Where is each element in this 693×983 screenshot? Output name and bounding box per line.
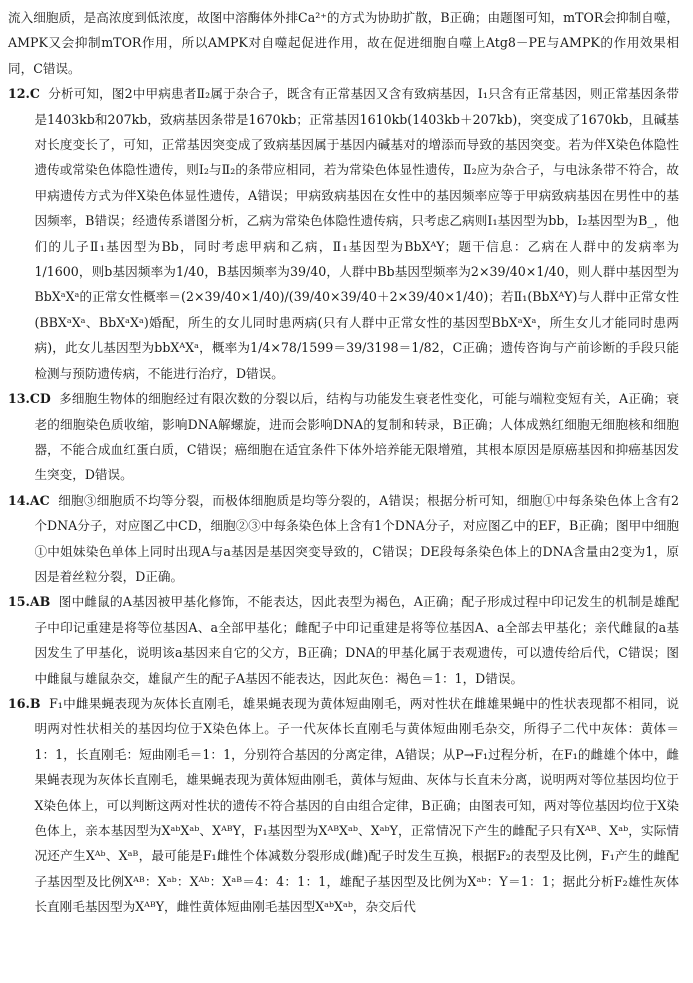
answer-explanation: 图中雌鼠的A基因被甲基化修饰，不能表达，因此表型为褐色，A正确；配子形成过程中印记发生的机制是雄配子中印记重建是将等位基因A、a全部甲基化；雌配子中印记重建是将等位基因A、a全部去甲基化；亲代雌鼠的a基因发生了甲基化，说明该a基因来自它的父方，B正确；DNA的甲基化属于表观遗传，可以遗传给后代，C错误；图中雌鼠与雄鼠杂交，雄鼠产生的配子A基因不能表达，因此灰色：褐色＝1：1，D错误。 xyxy=(34,594,679,686)
answer-number: 16.B xyxy=(8,695,41,711)
paragraph-text: 流入细胞质，是高浓度到低浓度，故图中溶酶体外排Ca²⁺的方式为协助扩散，B正确；由题图可知，mTOR会抑制自噬，AMPK又会抑制mTOR作用，所以AMPK对自噬起促进作用，故在促进细胞自噬上Atg8－PE与AMPK的作用效果相同，C错误。 xyxy=(8,10,679,76)
paragraph-11-continued xyxy=(8,5,679,81)
answer-item-14 xyxy=(8,488,679,590)
answer-number: 12.C xyxy=(8,86,40,102)
answer-item-15 xyxy=(8,589,679,691)
answer-explanation: 多细胞生物体的细胞经过有限次数的分裂以后，结构与功能发生衰老性变化，可能与端粒变短有关，A正确；衰老的细胞染色质收缩，影响DNA解螺旋，进而会影响DNA的复制和转录，B正确；人体成熟红细胞无细胞核和细胞器，不能合成血红蛋白质，C错误；癌细胞在适宜条件下体外培养能无限增殖，其根本原因是原癌基因和抑癌基因发生突变，D错误。 xyxy=(34,391,679,483)
answer-explanation: 分析可知，图2中甲病患者Ⅱ₂属于杂合子，既含有正常基因又含有致病基因，Ⅰ₁只含有正常基因，则正常基因条带是1403kb和207kb，致病基因条带是1670kb；正常基因1610kb(1403kb＋207kb)，突变成了1670kb，且碱基对长度变长了，可知，正常基因突变成了致病基因属于基因内碱基对的增添而导致的基因突变。若为伴X染色体隐性遗传或常染色体隐性遗传，则Ⅰ₂与Ⅱ₂的条带应相同，若为常染色体显性遗传，Ⅱ₂应为杂合子，与电泳条带不符合，故甲病遗传方式为伴X染色体显性遗传，A错误；甲病致病基因在女性中的基因频率应等于甲病致病基因在男性中的基因频率，B错误；经遗传系谱图分析，乙病为常染色体隐性遗传病，只考虑乙病则Ⅰ₁基因型为bb，Ⅰ₂基因型为B_，他们的儿子Ⅱ₁基因型为Bb，同时考虑甲病和乙病，Ⅱ₁基因型为BbXᴬY；题干信息：乙病在人群中的发病率为1/1600，则b基因频率为1/40，B基因频率为39/40，人群中Bb基因型频率为2×39/40×1/40，则人群中基因型为BbXᵃXᵃ的正常女性概率＝(2×39/40×1/40)/(39/40×39/40＋2×39/40×1/40)；若Ⅱ₁(BbXᴬY)与人群中正常女性(BBXᵃXᵃ、BbXᵃXᵃ)婚配，所生的女儿同时患两病(只有人群中正常女性的基因型BbXᵃXᵃ，所生女儿才能同时患两病)，此女儿基因型为bbXᴬXᵃ，概率为1/4×78/1599＝39/3198＝1/82，C正确；遗传咨询与产前诊断的手段只能检测与预防遗传病，不能进行治疗，D错误。 xyxy=(34,86,679,381)
answer-explanation: F₁中雌果蝇表现为灰体长直刚毛，雄果蝇表现为黄体短曲刚毛，两对性状在雌雄果蝇中的性状表现都不相同，说明两对性状相关的基因均位于X染色体上。子一代灰体长直刚毛与黄体短曲刚毛杂交，所得子二代中灰体：黄体＝1：1，长直刚毛：短曲刚毛＝1：1，分别符合基因的分离定律，A错误；从P→F₁过程分析，在F₁的雌雄个体中，雌果蝇表现为灰体长直刚毛，雄果蝇表现为黄体短曲刚毛，黄体与短曲、灰体与长直未分离，说明两对等位基因均位于X染色体上，可以判断这两对性状的遗传不符合基因的自由组合定律，B正确；由图表可知，两对等位基因均位于X染色体上，亲本基因型为XᵃᵇXᵃᵇ、XᴬᴮY，F₁基因型为XᴬᴮXᵃᵇ、XᵃᵇY，正常情况下产生的雌配子只有Xᴬᴮ、Xᵃᵇ，实际情况还产生Xᴬᵇ、Xᵃᴮ，最可能是F₁雌性个体减数分裂形成(雌)配子时发生互换，根据F₂的表型及比例，F₁产生的雌配子基因型及比例Xᴬᴮ：Xᵃᵇ：Xᴬᵇ：Xᵃᴮ＝4：4：1：1，雄配子基因型及比例为Xᵃᵇ：Y＝1：1；据此分析F₂雄性灰体长直刚毛基因型为XᴬᴮY，雌性黄体短曲刚毛基因型XᵃᵇXᵃᵇ，杂交后代 xyxy=(34,695,679,915)
answer-item-16 xyxy=(8,691,679,920)
answer-explanation: 细胞③细胞质不均等分裂，而极体细胞质是均等分裂的，A错误；根据分析可知，细胞①中每条染色体上含有2个DNA分子，对应图乙中CD，细胞②③中每条染色体上含有1个DNA分子，对应图乙中的EF，B正确；图甲中细胞①中姐妹染色单体上同时出现A与a基因是基因突变导致的，C错误；DE段每条染色体上的DNA含量由2变为1，原因是着丝粒分裂，D正确。 xyxy=(34,492,679,584)
answer-number: 13.CD xyxy=(8,391,51,407)
answer-number: 15.AB xyxy=(8,594,51,610)
answer-item-12 xyxy=(8,81,679,386)
answer-number: 14.AC xyxy=(8,492,50,508)
answer-item-13 xyxy=(8,386,679,488)
